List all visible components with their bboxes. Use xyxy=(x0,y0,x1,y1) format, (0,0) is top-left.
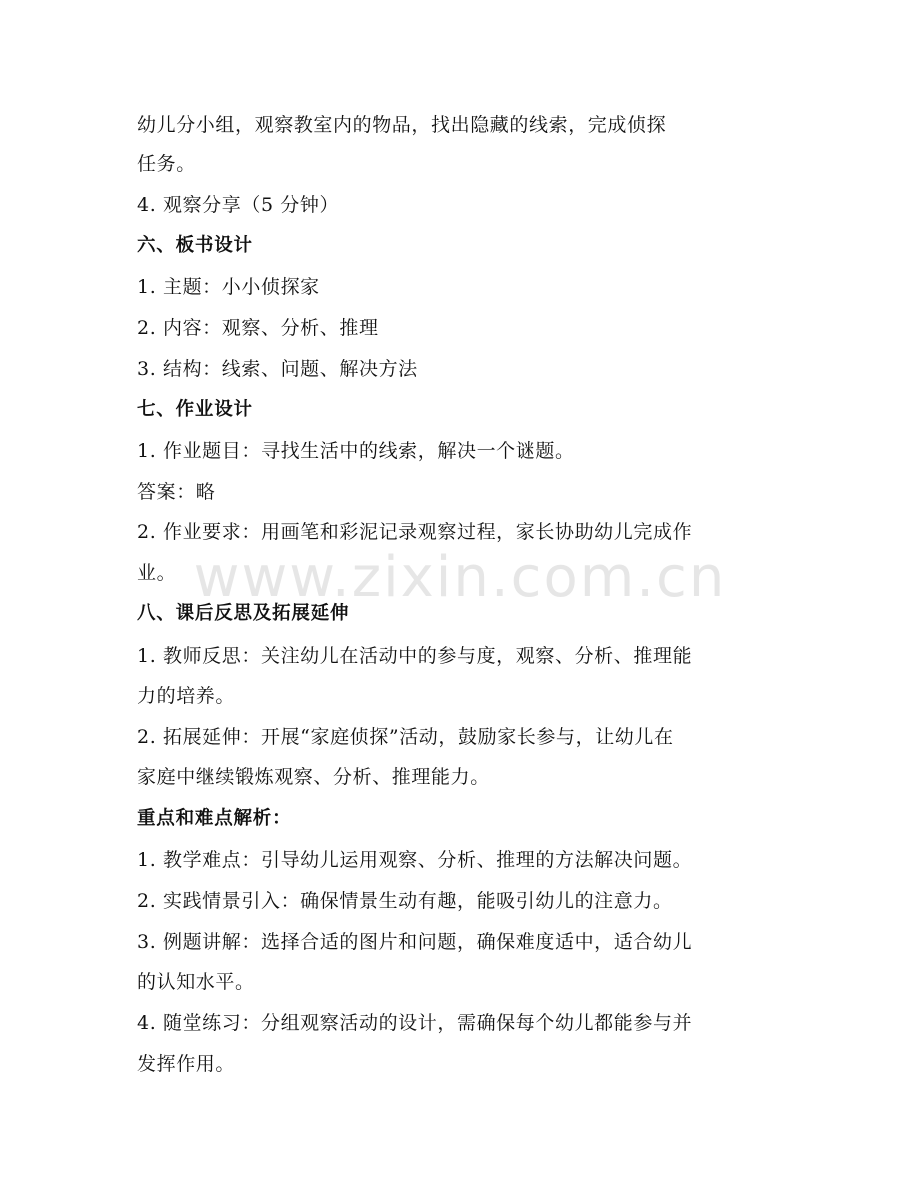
list-item: 2. 内容：观察、分析、推理 xyxy=(137,317,379,339)
paragraph-line: 任务。 xyxy=(137,153,196,175)
section-heading: 七、作业设计 xyxy=(137,399,253,420)
section-heading: 六、板书设计 xyxy=(137,235,253,256)
list-item: 4. 观察分享（5 分钟） xyxy=(137,194,340,216)
paragraph-line: 力的培养。 xyxy=(137,685,236,707)
list-item: 2. 作业要求：用画笔和彩泥记录观察过程，家长协助幼儿完成作 xyxy=(137,521,693,543)
list-item: 3. 结构：线索、问题、解决方法 xyxy=(137,358,418,380)
list-item: 2. 实践情景引入：确保情景生动有趣，能吸引幼儿的注意力。 xyxy=(137,890,673,912)
section-heading: 重点和难点解析： xyxy=(137,808,292,829)
list-item: 3. 例题讲解：选择合适的图片和问题，确保难度适中，适合幼儿 xyxy=(137,931,693,953)
list-item: 1. 教学难点：引导幼儿运用观察、分析、推理的方法解决问题。 xyxy=(137,849,693,871)
watermark: www.zixin.com.cn xyxy=(193,545,727,610)
paragraph-line: 业。 xyxy=(137,562,177,584)
list-item: 1. 主题：小小侦探家 xyxy=(137,276,320,298)
answer-line: 答案：略 xyxy=(137,481,216,503)
paragraph-line: 幼儿分小组，观察教室内的物品，找出隐藏的线索，完成侦探 xyxy=(137,114,667,136)
list-item: 4. 随堂练习：分组观察活动的设计，需确保每个幼儿都能参与并 xyxy=(137,1012,693,1034)
list-item: 2. 拓展延伸：开展“家庭侦探”活动，鼓励家长参与，让幼儿在 xyxy=(137,726,674,748)
paragraph-line: 的认知水平。 xyxy=(137,971,255,993)
list-item: 1. 作业题目：寻找生活中的线索，解决一个谜题。 xyxy=(137,440,575,462)
paragraph-line: 家庭中继续锻炼观察、分析、推理能力。 xyxy=(137,766,490,788)
section-heading: 八、课后反思及拓展延伸 xyxy=(137,603,350,624)
list-item: 1. 教师反思：关注幼儿在活动中的参与度，观察、分析、推理能 xyxy=(137,645,693,667)
paragraph-line: 发挥作用。 xyxy=(137,1053,236,1075)
